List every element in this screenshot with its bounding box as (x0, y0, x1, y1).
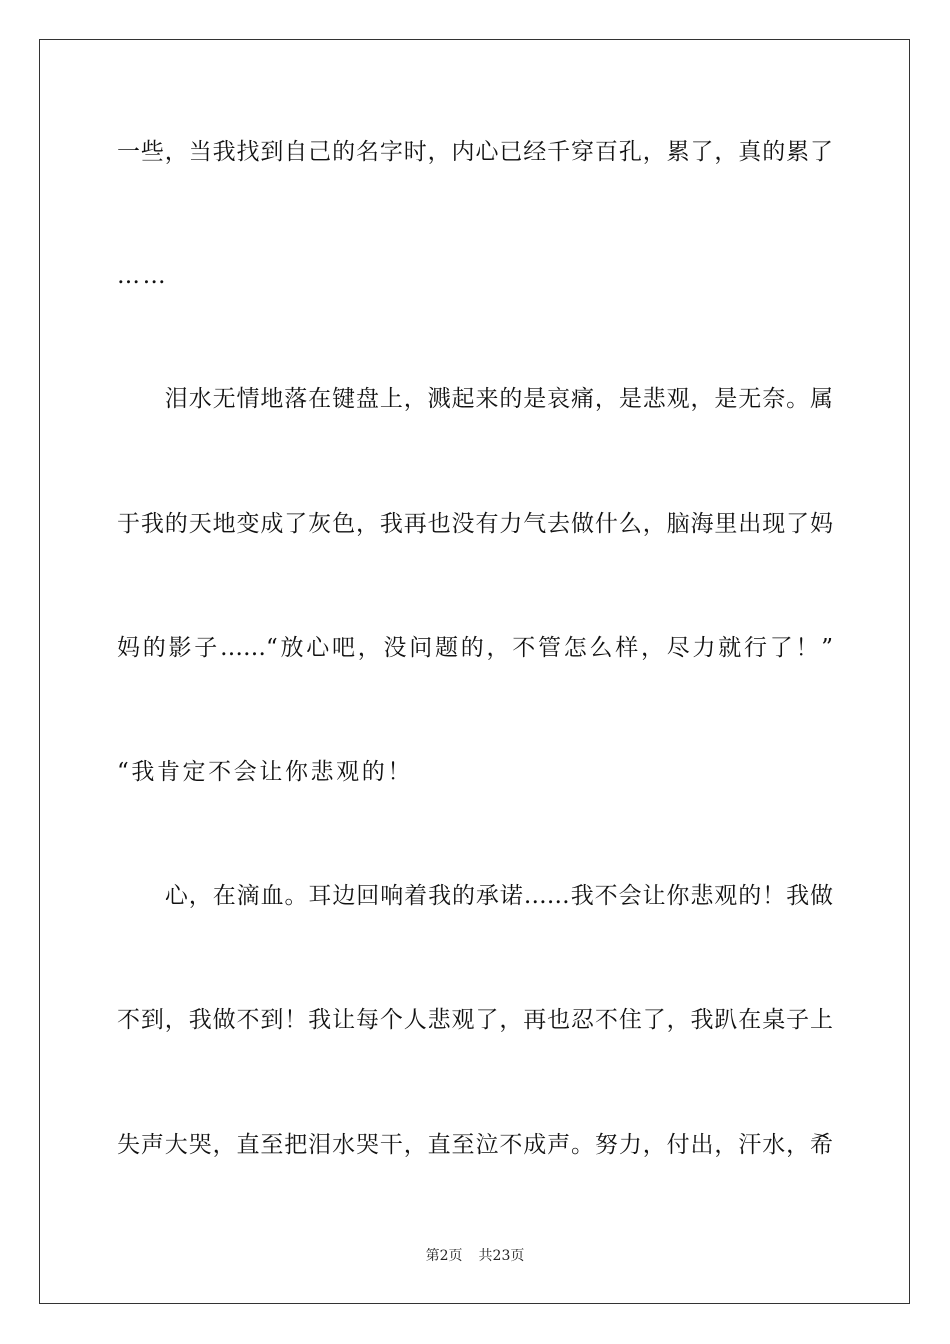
text-line-3: 泪水无情地落在键盘上，溅起来的是哀痛，是悲观，是无奈。属 (117, 386, 833, 412)
text-line-5: 妈的影子……“放心吧，没问题的，不管怎么样，尽力就行了！” (117, 635, 833, 661)
text-line-2: …… (117, 263, 169, 289)
page-number: 第2页 (425, 1248, 463, 1264)
text-line-9: 失声大哭，直至把泪水哭干，直至泣不成声。努力，付出，汗水，希 (117, 1132, 833, 1158)
page-total: 共23页 (478, 1248, 525, 1264)
page-border (39, 39, 910, 1304)
text-line-1: 一些，当我找到自己的名字时，内心已经千穿百孔，累了，真的累了 (117, 139, 833, 165)
text-line-7: 心，在滴血。耳边回响着我的承诺……我不会让你悲观的！我做 (117, 883, 833, 909)
page-footer (0, 1247, 950, 1265)
text-line-4: 于我的天地变成了灰色，我再也没有力气去做什么，脑海里出现了妈 (117, 511, 833, 537)
text-line-6: “我肯定不会让你悲观的！ (117, 759, 413, 785)
text-line-8: 不到，我做不到！我让每个人悲观了，再也忍不住了，我趴在桌子上 (117, 1007, 833, 1033)
